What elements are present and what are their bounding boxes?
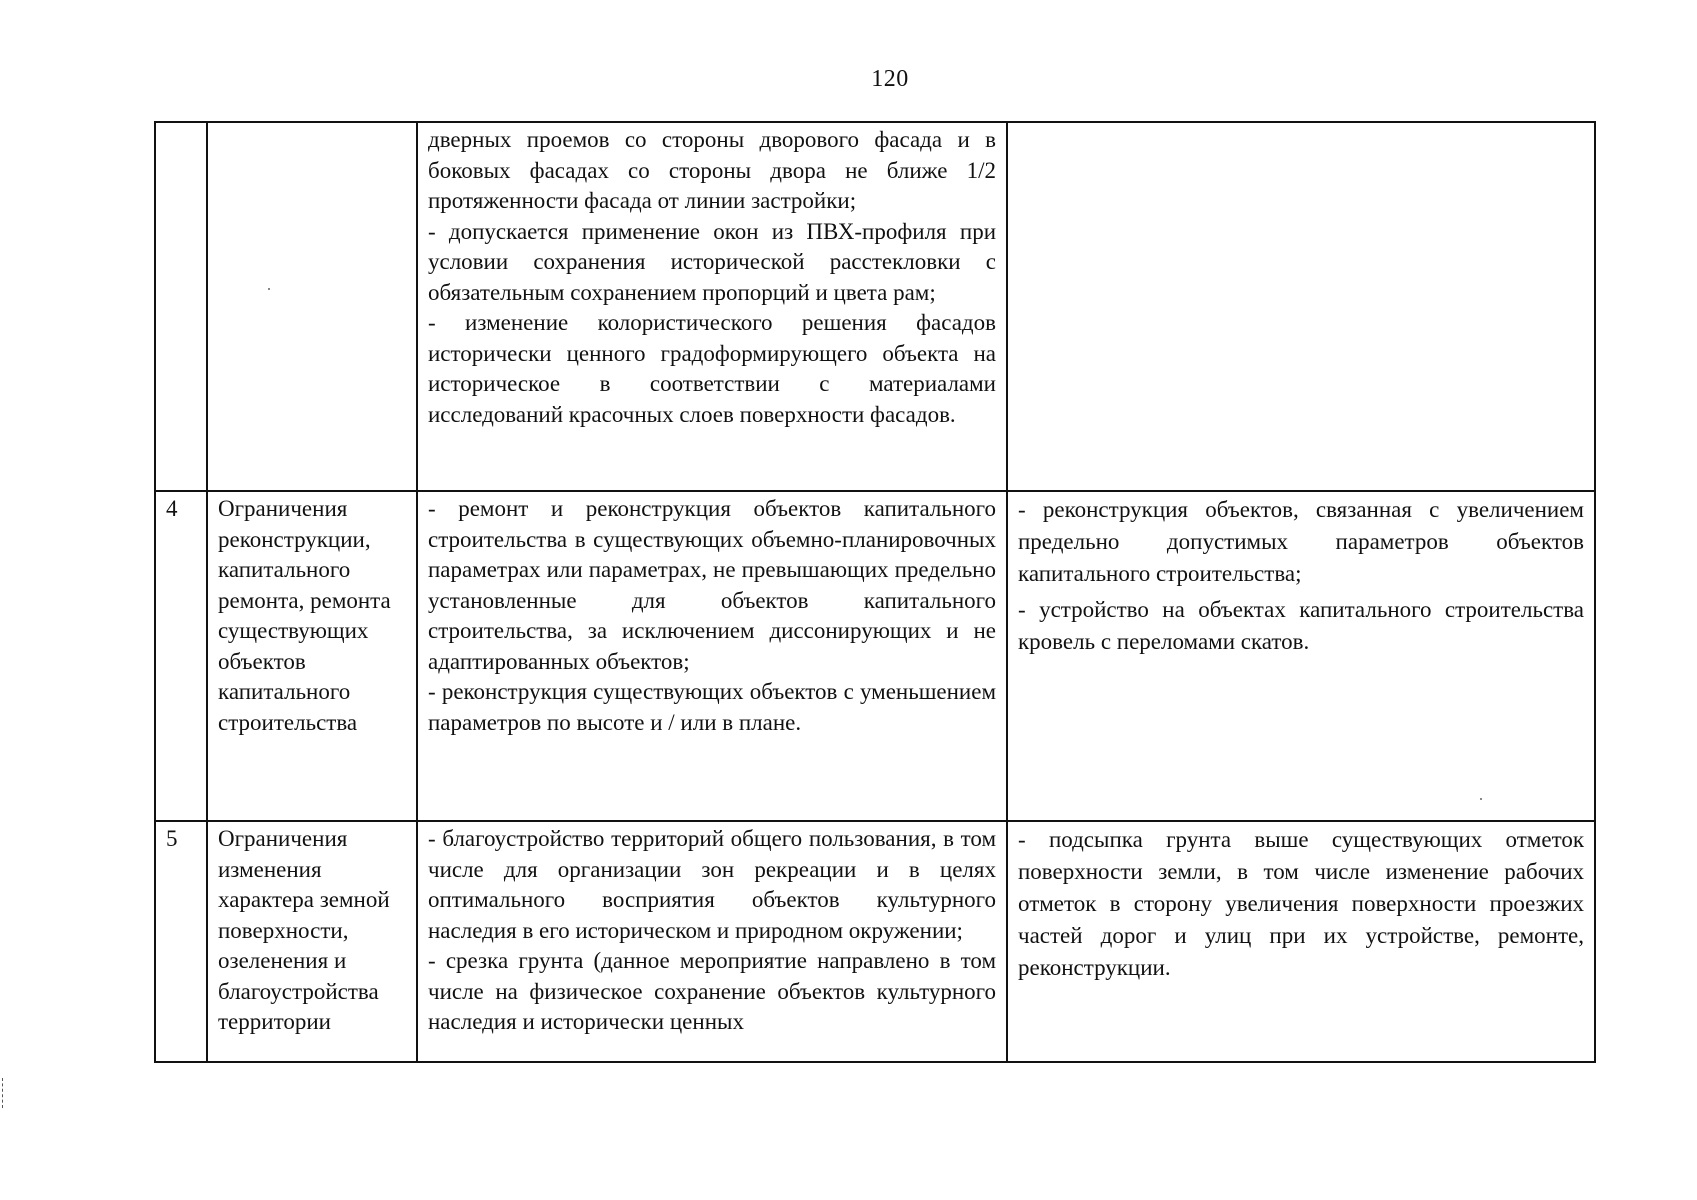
forbidden-measures-cell	[1007, 821, 1595, 1062]
scan-artifact	[2, 1078, 6, 1108]
allowed-item: - изменение колористического решения фасадов исторически ценного градоформирующего объекта на историческое в соответствии с материалами исследований красочных слоев поверхности фасадов.	[428, 310, 996, 427]
row-number-cell: 5	[155, 821, 207, 1062]
forbidden-measures-cell	[1007, 122, 1595, 491]
table-row	[155, 491, 1595, 821]
row-number-cell	[155, 122, 207, 491]
allowed-measures-cell	[417, 122, 1007, 491]
allowed-item: - ремонт и реконструкция объектов капитального строительства в существующих объемно-планировочных параметрах или параметрах, не превышающих предельно установленные для объектов капитального строительства, за исключением диссонирующих и не адаптированных объектов;	[428, 496, 996, 674]
regulations-table	[154, 121, 1596, 1063]
allowed-item: - благоустройство территорий общего пользования, в том числе для организации зон рекреации и в целях оптимального восприятия объектов культурного наследия в его историческом и природном окружении;	[428, 826, 996, 943]
table-row	[155, 821, 1595, 1062]
page-number: 120	[871, 66, 909, 92]
forbidden-item: - реконструкция объектов, связанная с увеличением предельно допустимых параметров объектов капитального строительства;	[1018, 497, 1584, 586]
restriction-cell: Ограничения изменения характера земной поверхности, озеленения и благоустройства территории	[207, 821, 417, 1062]
allowed-measures-cell	[417, 491, 1007, 821]
forbidden-item: - подсыпка грунта выше существующих отметок поверхности земли, в том числе изменение рабочих отметок в сторону увеличения поверхности проезжих частей дорог и улиц при их устройстве, ремонте, реконструкции.	[1018, 827, 1584, 980]
allowed-item: - срезка грунта (данное мероприятие направлено в том числе на физическое сохранение объектов культурного наследия и исторически ценных	[428, 948, 996, 1034]
restriction-cell	[207, 122, 417, 491]
row-number-cell: 4	[155, 491, 207, 821]
scan-artifact	[268, 288, 270, 290]
forbidden-measures-cell	[1007, 491, 1595, 821]
forbidden-item: - устройство на объектах капитального строительства кровель с переломами скатов.	[1018, 597, 1584, 654]
allowed-measures-cell	[417, 821, 1007, 1062]
table-row	[155, 122, 1595, 491]
allowed-item: - допускается применение окон из ПВХ-профиля при условии сохранения исторической расстекловки с обязательным сохранением пропорций и цвета рам;	[428, 218, 996, 305]
restriction-cell: Ограничения реконструкции, капитального ремонта, ремонта существующих объектов капитального строительства	[207, 491, 417, 821]
scan-artifact	[1480, 798, 1482, 800]
allowed-item: - реконструкция существующих объектов с уменьшением параметров по высоте и / или в плане.	[428, 679, 996, 735]
allowed-item: дверных проемов со стороны дворового фасада и в боковых фасадах со стороны двора не ближе 1/2 протяженности фасада от линии застройки;	[428, 127, 996, 213]
